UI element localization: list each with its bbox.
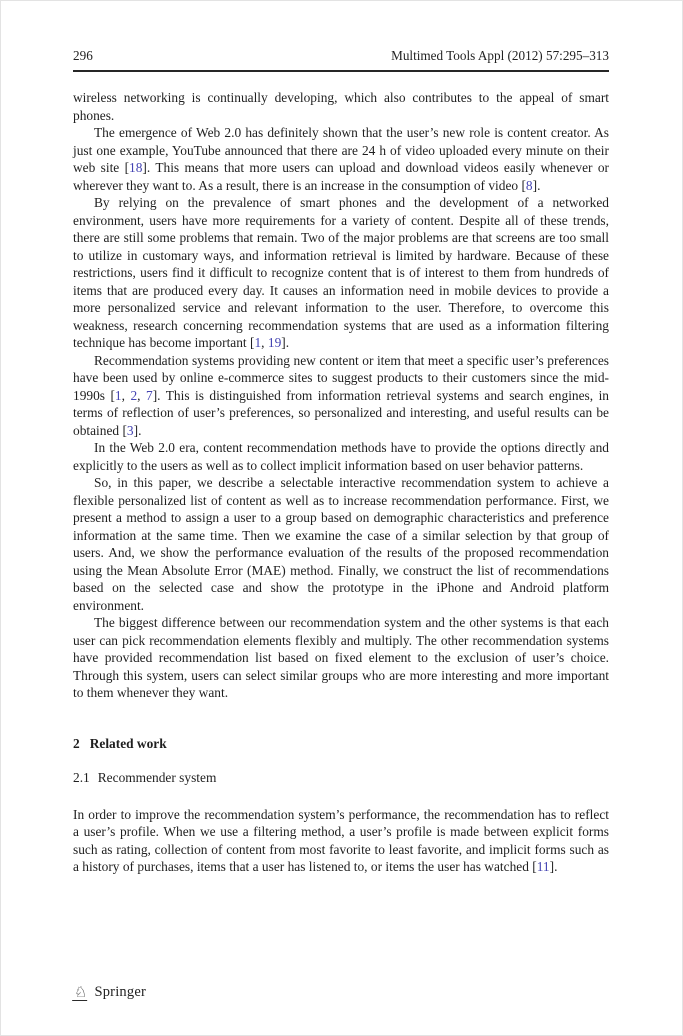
citation-link[interactable]: 3 — [126, 422, 134, 438]
citation-link[interactable]: 7 — [145, 387, 153, 403]
citation-link[interactable]: 19 — [267, 335, 282, 350]
citation-link[interactable]: 18 — [129, 160, 143, 175]
citation-link[interactable]: 8 — [525, 177, 533, 193]
paragraph: Recommendation systems providing new content or item that meet a specific user’s preferences have been used by online e-commerce sites to suggest products to their customers since the mid-1990s [1, 2, 7]. This is distinguished from information retrieval systems and search engines, in terms of reflection of user’s preferences, so personalized and interesting, and useful results can be obtained [3]. — [73, 352, 609, 438]
heading-number: 2.1 — [73, 770, 90, 785]
subsection-heading — [73, 769, 609, 787]
citation-link[interactable]: 2 — [130, 387, 138, 403]
paragraph: In the Web 2.0 era, content recommendation methods have to provide the options directly and explicitly to the users as well as to collect implicit information based on user behavior patterns. — [73, 440, 609, 473]
page-number: 296 — [73, 48, 93, 63]
paragraph: In order to improve the recommendation system’s performance, the recommendation has to reflect a user’s profile. When we use a filtering method, a user’s profile is made between explicit forms such as rating, collection of content from most favorite to least favorite, and implicit forms such as a history of purchases, items that a user has listened to, or items the user has watched [11]. — [73, 806, 609, 874]
heading-title: Related work — [89, 735, 167, 751]
journal-ref: Multimed Tools Appl (2012) 57:295–313 — [391, 48, 609, 63]
running-header — [73, 48, 609, 72]
springer-logo — [73, 984, 146, 1001]
paragraph: By relying on the prevalence of smart phones and the development of a networked environment, users have more requirements for a variety of content. Despite all of these trends, there are still some problems that remain. Two of the major problems are that screens are too small to utilize in customary ways, and information retrieval is limited by hardware. Because of these restrictions, users find it difficult to recognize content that is of interest to them from hundreds of items that are produced every day. It causes an information need in mobile devices to provide a more personalized service and relevant information to the user. Therefore, to overcome this weakness, research concerning recommendation systems that are used as a information filtering technique has become important [1, 19]. — [73, 195, 609, 350]
springer-knight-icon: ♘ — [73, 983, 89, 1001]
paragraph: The emergence of Web 2.0 has definitely shown that the user’s new role is content creator. As just one example, YouTube announced that there are 24 h of video uploaded every minute on their web site [18]. This means that more users can upload and download videos easily whenever or wherever they want to. As a result, there is an increase in the consumption of video [8]. — [73, 125, 609, 193]
citation-link[interactable]: 1 — [114, 387, 122, 403]
paragraph: wireless networking is continually developing, which also contributes to the appeal of smart phones. — [73, 90, 609, 123]
paragraph: So, in this paper, we describe a selectable interactive recommendation system to achieve a flexible personalized list of content as well as to increase recommendation performance. First, we present a method to assign a user to a group based on demographic characteristics and preference information at the same time. Then we examine the case of a similar selection by that group of users. And, we show the performance evaluation of the results of the proposed recommendation using the Mean Absolute Error (MAE) method. Finally, we construct the list of recommendations based on the selected case and show the prototype in the iPhone and Android platform environment. — [73, 475, 609, 613]
publisher-name: Springer — [94, 984, 146, 1000]
heading-title: Recommender system — [97, 770, 217, 785]
heading-number: 2 — [73, 735, 80, 751]
paragraph: The biggest difference between our recommendation system and the other systems is that each user can pick recommendation elements flexibly and multiply. The other recommendation systems have provided recommendation list based on fixed element to the exclusion of user’s choice. Through this system, users can select similar groups who are more interesting and more important to them whenever they want. — [73, 615, 609, 700]
citation-link[interactable]: 1 — [254, 335, 262, 350]
citation-link[interactable]: 11 — [536, 859, 550, 874]
section-heading — [73, 735, 609, 753]
article-body — [73, 89, 609, 876]
